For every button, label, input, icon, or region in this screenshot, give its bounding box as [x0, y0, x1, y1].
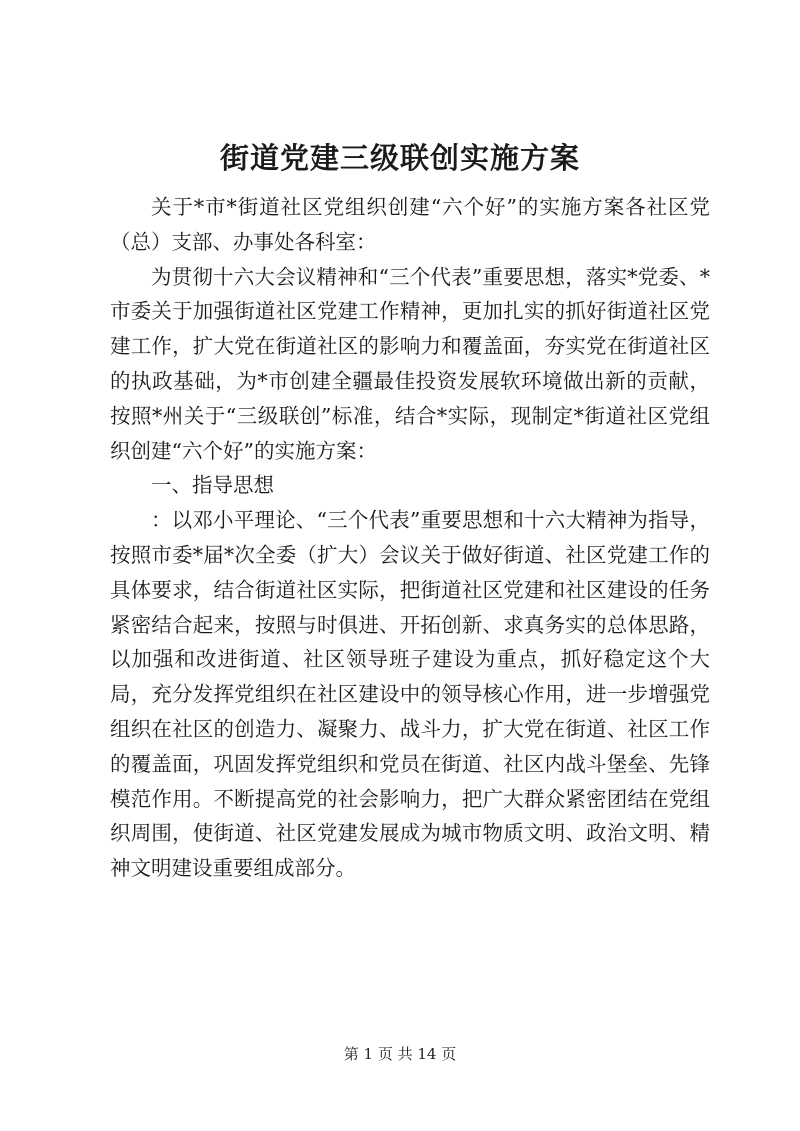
paragraph-guiding-thought: ：以邓小平理论、“三个代表”重要思想和十六大精神为指导，按照市委*届*次全委（扩大）会议关于做好街道、社区党建工作的具体要求，结合街道社区实际，把街道社区党建和社区建设的任务紧密结合起来，按照与时俱进、开拓创新、求真务实的总体思路，以加强和改进街道、社区领导班子建设为重点，抓好稳定这个大局，充分发挥党组织在社区建设中的领导核心作用，进一步增强党组织在社区的创造力、凝聚力、战斗力，扩大党在街道、社区工作的覆盖面，巩固发挥党组织和党员在街道、社区内战斗堡垒、先锋模范作用。不断提高党的社会影响力，把广大群众紧密团结在党组织周围，使街道、社区党建发展成为城市物质文明、政治文明、精神文明建设重要组成部分。 — [110, 508, 710, 881]
section-heading-guiding-thought: 一、指导思想 — [151, 473, 274, 498]
document-title: 街道党建三级联创实施方案 — [219, 141, 580, 175]
paragraph-addressee: 关于*市*街道社区党组织创建“六个好”的实施方案各社区党（总）支部、办事处各科室： — [110, 195, 710, 254]
paragraph-purpose: 为贯彻十六大会议精神和“三个代表”重要思想，落实*党委、*市委关于加强街道社区党建工作精神，更加扎实的抓好街道社区党建工作，扩大党在街道社区的影响力和覆盖面，夯实党在街道社区的执政基础，为*市创建全疆最佳投资发展软环境做出新的贡献，按照*州关于“三级联创”标准，结合*实际，现制定*街道社区党组织创建“六个好”的实施方案： — [110, 264, 710, 463]
document-body — [110, 190, 710, 886]
page-number-footer: 第 1 页 共 14 页 — [343, 1045, 457, 1063]
